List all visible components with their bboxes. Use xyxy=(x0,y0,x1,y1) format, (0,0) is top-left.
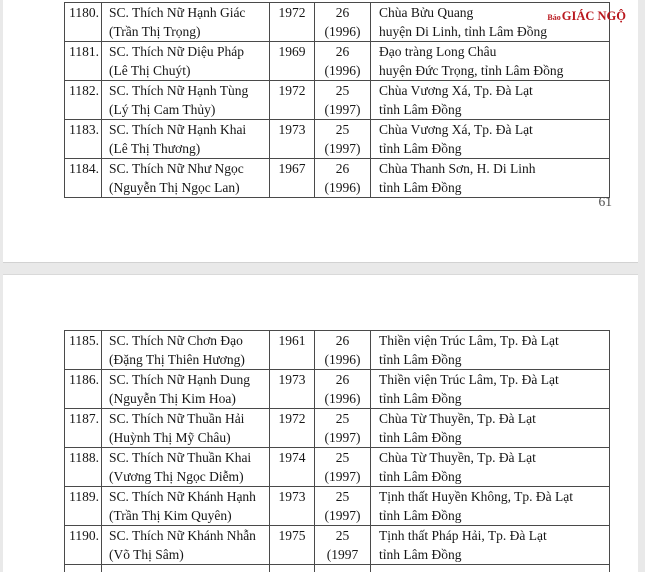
cell-temple-address: Chùa Vương Xá, Tp. Đà Lạt tỉnh Lâm Đồng xyxy=(371,81,610,120)
cell-temple-address xyxy=(371,565,610,572)
cell-temple-address: Tịnh thất Pháp Hải, Tp. Đà Lạt tỉnh Lâm Đồng xyxy=(371,526,610,565)
cell-dharma-name: SC. Thích Nữ Hạnh Giác (Trần Thị Trọng) xyxy=(102,3,270,42)
cell-index: 1184. xyxy=(65,159,102,198)
cell-index: 1188. xyxy=(65,448,102,487)
cell-ordination-age: 26 (1996) xyxy=(315,331,371,370)
cell-index: 1183. xyxy=(65,120,102,159)
cell-birth-year: 1974 xyxy=(270,448,315,487)
cell-index: 1189. xyxy=(65,487,102,526)
table-row xyxy=(65,3,610,42)
cell-dharma-name: SC. Thích Nữ Chơn Đạo (Đặng Thị Thiên Hương) xyxy=(102,331,270,370)
cell-ordination-age: 26 (1996) xyxy=(315,159,371,198)
table-row xyxy=(65,409,610,448)
giac-ngo-watermark-logo xyxy=(547,9,626,25)
cell-temple-address: Chùa Bửu Quang huyện Di Linh, tỉnh Lâm Đồng xyxy=(371,3,610,42)
cell-dharma-name: SC. Thích Nữ Hạnh Tùng (Lý Thị Cam Thủy) xyxy=(102,81,270,120)
table-row xyxy=(65,370,610,409)
cell-ordination-age: 25 (1997 xyxy=(315,526,371,565)
cell-temple-address: Chùa Từ Thuyền, Tp. Đà Lạt tỉnh Lâm Đồng xyxy=(371,409,610,448)
cell-dharma-name: SC. Thích Nữ Thuần Khai (Vương Thị Ngọc Diễm) xyxy=(102,448,270,487)
cell-ordination-age: 25 (1997) xyxy=(315,409,371,448)
cell-ordination-age: 26 (1996) xyxy=(315,42,371,81)
table-row xyxy=(65,331,610,370)
cell-index: 1181. xyxy=(65,42,102,81)
cell-ordination-age: 25 (1997) xyxy=(315,120,371,159)
cell-ordination-age: 26 (1996) xyxy=(315,3,371,42)
cell-index xyxy=(65,565,102,572)
table-row xyxy=(65,526,610,565)
cell-dharma-name: SC. Thích Nữ Thuần Hải (Huỳnh Thị Mỹ Châu) xyxy=(102,409,270,448)
cell-dharma-name: SC. Thích Nữ Khánh Nhẫn (Võ Thị Sâm) xyxy=(102,526,270,565)
cell-temple-address: Thiền viện Trúc Lâm, Tp. Đà Lạt tỉnh Lâm Đồng xyxy=(371,370,610,409)
cell-temple-address: Chùa Thanh Sơn, H. Di Linh tỉnh Lâm Đồng xyxy=(371,159,610,198)
cell-dharma-name: SC. Thích Nữ Khánh Hạnh (Trần Thị Kim Quyên) xyxy=(102,487,270,526)
cell-dharma-name: SC. Thích Nữ Như Ngọc (Nguyễn Thị Ngọc Lan) xyxy=(102,159,270,198)
ordination-table-page-61 xyxy=(64,2,610,198)
cell-dharma-name: SC. Thích Nữ Hạnh Dung (Nguyễn Thị Kim Hoa) xyxy=(102,370,270,409)
cell-dharma-name: SC. Thích Nữ Diệu Pháp (Lê Thị Chuýt) xyxy=(102,42,270,81)
cell-birth-year: 1972 xyxy=(270,3,315,42)
cell-birth-year: 1972 xyxy=(270,409,315,448)
cell-index: 1182. xyxy=(65,81,102,120)
cell-index: 1185. xyxy=(65,331,102,370)
cell-temple-address: Chùa Vương Xá, Tp. Đà Lạt tỉnh Lâm Đồng xyxy=(371,120,610,159)
ordination-table-page-62 xyxy=(64,330,610,572)
cell-temple-address: Thiền viện Trúc Lâm, Tp. Đà Lạt tỉnh Lâm Đồng xyxy=(371,331,610,370)
cell-ordination-age: 25 (1997) xyxy=(315,448,371,487)
cell-ordination-age: 25 (1997) xyxy=(315,81,371,120)
cell-temple-address: Chùa Từ Thuyền, Tp. Đà Lạt tỉnh Lâm Đồng xyxy=(371,448,610,487)
cell-index: 1180. xyxy=(65,3,102,42)
table-row-partial xyxy=(65,565,610,572)
cell-birth-year: 1967 xyxy=(270,159,315,198)
document-page-61 xyxy=(3,0,638,263)
cell-temple-address: Tịnh thất Huyền Không, Tp. Đà Lạt tỉnh Lâm Đồng xyxy=(371,487,610,526)
cell-index: 1186. xyxy=(65,370,102,409)
cell-dharma-name: SC. Thích Nữ Hạnh Khai (Lê Thị Thương) xyxy=(102,120,270,159)
cell-birth-year xyxy=(270,565,315,572)
logo-name: GIÁC NGỘ xyxy=(561,9,626,23)
cell-dharma-name xyxy=(102,565,270,572)
cell-birth-year: 1973 xyxy=(270,370,315,409)
cell-temple-address: Đạo tràng Long Châu huyện Đức Trọng, tỉnh Lâm Đồng xyxy=(371,42,610,81)
cell-birth-year: 1973 xyxy=(270,120,315,159)
cell-birth-year: 1973 xyxy=(270,487,315,526)
table-row xyxy=(65,81,610,120)
cell-birth-year: 1972 xyxy=(270,81,315,120)
logo-prefix: Báo xyxy=(547,13,561,22)
table-row xyxy=(65,448,610,487)
table-row xyxy=(65,120,610,159)
table-row xyxy=(65,159,610,198)
cell-ordination-age: 26 (1996) xyxy=(315,370,371,409)
cell-birth-year: 1961 xyxy=(270,331,315,370)
cell-birth-year: 1975 xyxy=(270,526,315,565)
cell-ordination-age: 25 (1997) xyxy=(315,487,371,526)
cell-index: 1190. xyxy=(65,526,102,565)
document-page-62 xyxy=(3,274,638,572)
page-number: 61 xyxy=(598,194,612,209)
cell-ordination-age xyxy=(315,565,371,572)
cell-birth-year: 1969 xyxy=(270,42,315,81)
cell-index: 1187. xyxy=(65,409,102,448)
table-row xyxy=(65,42,610,81)
table-row xyxy=(65,487,610,526)
